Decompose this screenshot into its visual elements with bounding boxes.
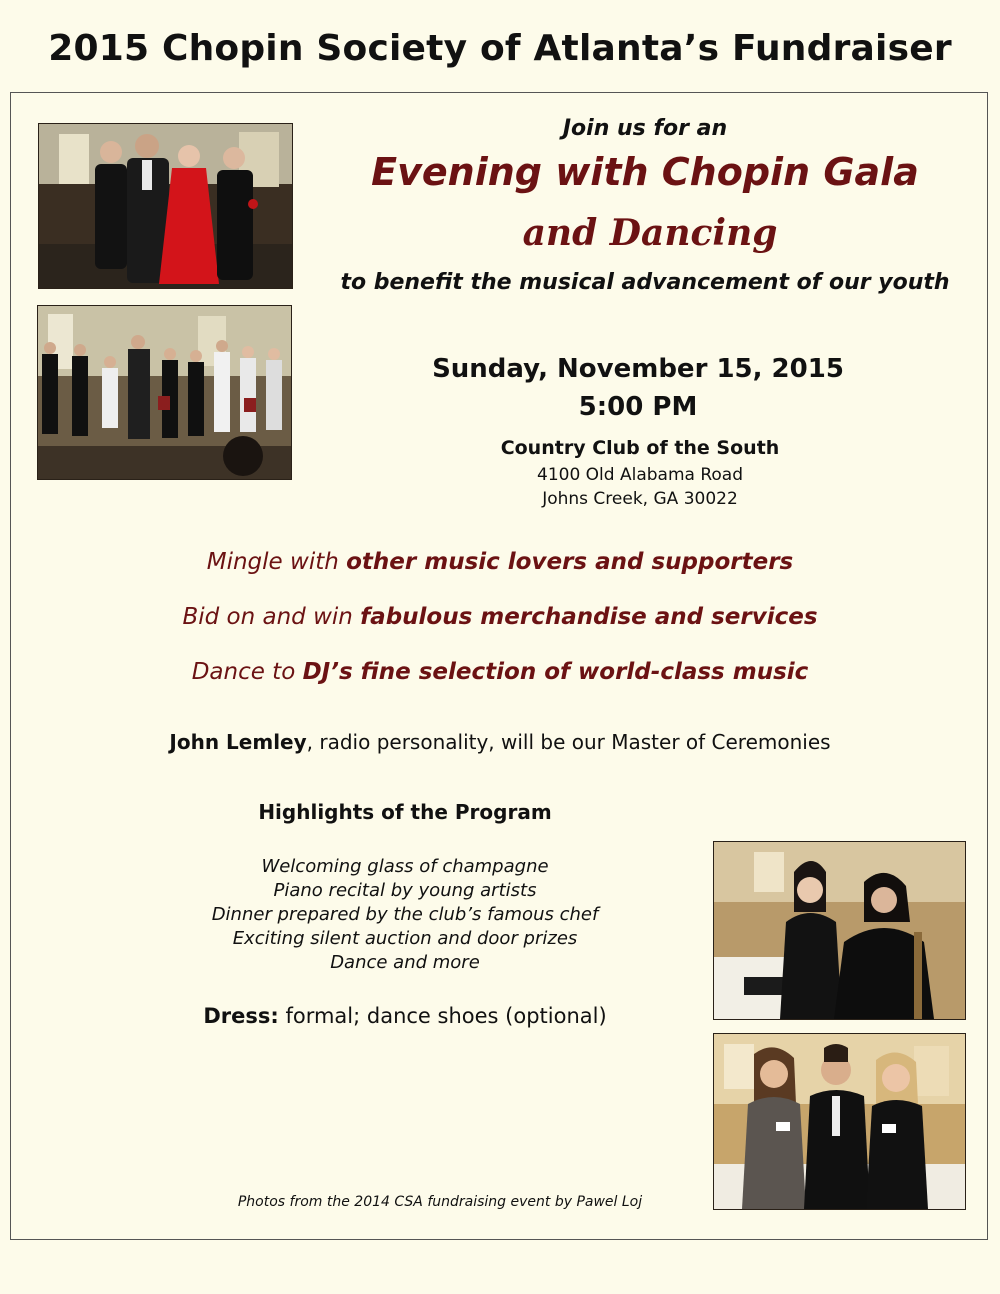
address-line-2: Johns Creek, GA 30022 (542, 489, 738, 509)
address-line-1: 4100 Old Alabama Road (537, 465, 743, 485)
page-title: 2015 Chopin Society of Atlanta’s Fundraiser (48, 28, 952, 69)
program-item: Piano recital by young artists (273, 880, 537, 901)
program-item: Welcoming glass of champagne (261, 856, 549, 877)
activity-bid: Bid on and win fabulous merchandise and services (182, 604, 818, 630)
event-venue: Country Club of the South (500, 437, 780, 459)
program-item: Exciting silent auction and door prizes (232, 928, 578, 949)
activity-mingle: Mingle with other music lovers and supporters (206, 549, 794, 575)
activity-dance: Dance to DJ’s fine selection of world-class music (191, 659, 809, 685)
dress-code: Dress: formal; dance shoes (optional) (203, 1004, 607, 1028)
program-title: Highlights of the Program (258, 800, 552, 824)
emcee-line: John Lemley, radio personality, will be our Master of Ceremonies (169, 730, 831, 754)
photo-women-table (713, 841, 966, 1020)
program-item: Dance and more (330, 952, 480, 973)
photo-three-guests (713, 1033, 966, 1210)
photo-performers (37, 305, 292, 480)
gala-heading: Evening with Chopin Gala (371, 150, 919, 194)
event-date: Sunday, November 15, 2015 (432, 354, 844, 384)
dancing-heading: and Dancing (522, 212, 778, 254)
photo-credit: Photos from the 2014 CSA fundraising event by Pawel Loj (237, 1194, 643, 1210)
photo-group-four (38, 123, 293, 289)
benefit-text: to benefit the musical advancement of our youth (340, 270, 950, 295)
join-us-text: Join us for an (562, 116, 728, 141)
event-time: 5:00 PM (578, 392, 698, 422)
program-item: Dinner prepared by the club’s famous chef (211, 904, 599, 925)
